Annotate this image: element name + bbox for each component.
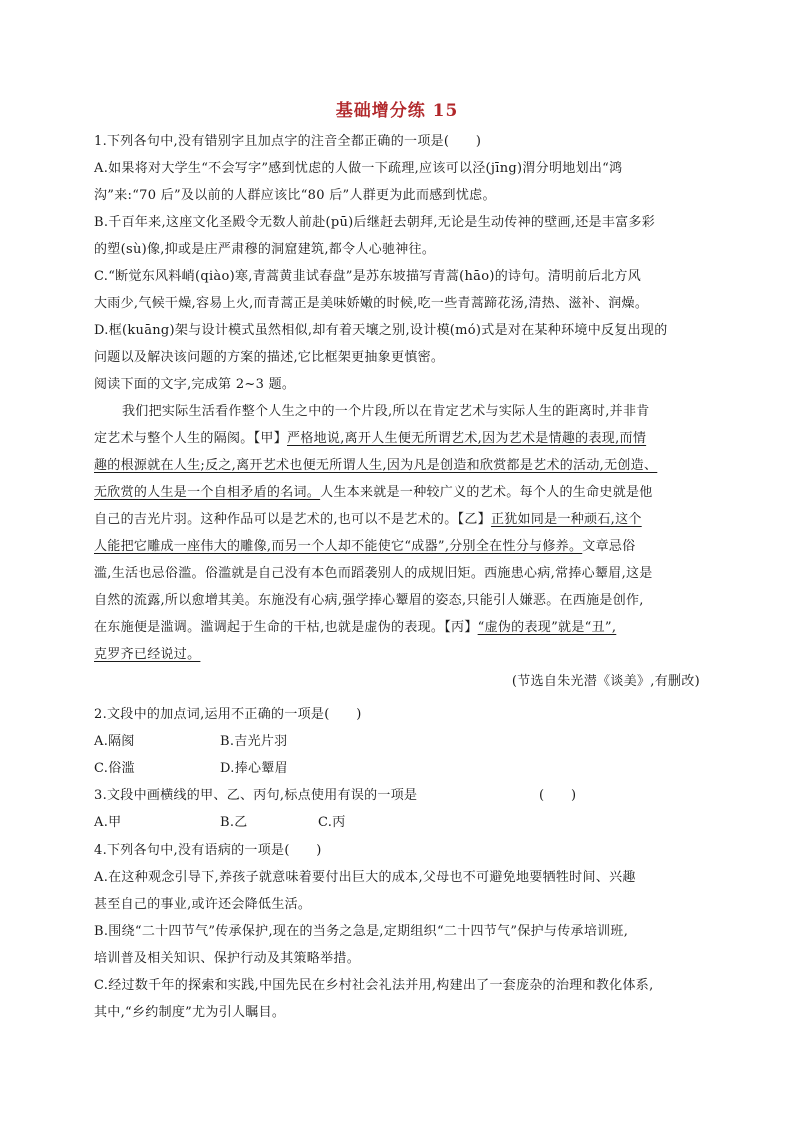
underlined-sentence-jia: 严格地说,离开人生便无所谓艺术,因为艺术是情趣的表现,而情 bbox=[287, 431, 647, 446]
question-4 bbox=[94, 837, 706, 1026]
underlined-sentence-bing: 克罗齐已经说过。 bbox=[94, 647, 201, 662]
question-4-option-c-line1: C.经过数千年的探索和实践,中国先民在乡村社会礼法并用,构建出了一套庞杂的治理和教化体系, bbox=[94, 978, 654, 993]
question-2-option-a: A.隔阂 bbox=[94, 734, 135, 749]
passage-text: 人生本来就是一种较广义的艺术。每个人的生命史就是他 bbox=[320, 485, 653, 500]
passage-line bbox=[94, 452, 706, 479]
question-2-option-d: D.捧心颦眉 bbox=[220, 761, 288, 776]
question-2-stem: 2.文段中的加点词,运用不正确的一项是( ) bbox=[94, 707, 362, 722]
question-4-option-a-line2: 甚至自己的事业,或许还会降低生活。 bbox=[94, 897, 312, 912]
question-4-stem: 4.下列各句中,没有语病的一项是( ) bbox=[94, 843, 322, 858]
question-1-option-b-line1: B.千百年来,这座文化圣殿令无数人前赴(pū)后继赶去朝拜,无论是生动传神的壁画,还是丰富多彩 bbox=[94, 215, 656, 230]
question-4-option-c-line2: 其中,“乡约制度”尤为引人瞩目。 bbox=[94, 1005, 286, 1020]
marker-yi: 【乙】 bbox=[457, 512, 491, 527]
passage-line bbox=[94, 614, 706, 641]
marker-jia: 【甲】 bbox=[253, 431, 288, 446]
question-2-options-row bbox=[94, 728, 706, 755]
passage-line bbox=[94, 506, 706, 533]
question-1-option-c-line1: C.“断觉东风料峭(qiào)寒,青蒿黄韭试春盘”是苏东坡描写青蒿(hāo)的诗句。清明前后北方风 bbox=[94, 269, 642, 284]
passage-line bbox=[94, 479, 706, 506]
marker-bing: 【丙】 bbox=[444, 620, 478, 635]
question-3-option-b: B.乙 bbox=[220, 815, 248, 830]
underlined-sentence-yi: 正犹如同是一种顽石,这个 bbox=[490, 512, 642, 527]
underlined-sentence-bing: “虚伪的表现”就是“丑”, bbox=[477, 620, 617, 635]
question-3-answer-paren: ( ) bbox=[539, 788, 577, 803]
question-2-option-b: B.吉光片羽 bbox=[220, 734, 288, 749]
question-1-option-a-line1: A.如果将对大学生“不会写字”感到忧虑的人做一下疏理,应该可以泾(jīng)渭分明地划出“鸿 bbox=[94, 161, 623, 176]
passage-text: 在东施便是滥调。滥调起于生命的干枯,也就是虚伪的表现。 bbox=[94, 620, 445, 635]
passage-text: 自己的吉光片羽。这种作品可以是艺术的,也可以不是艺术的。 bbox=[94, 512, 458, 527]
question-1-option-d-line1: D.框(kuāng)架与设计模式虽然相似,却有着天壤之别,设计模(mó)式是对在某种环境中反复出现的 bbox=[94, 323, 668, 338]
question-1 bbox=[94, 128, 706, 371]
question-3-stem: 3.文段中画横线的甲、乙、丙句,标点使用有误的一项是 bbox=[94, 788, 418, 803]
question-4-option-b-line1: B.围绕“二十四节气”传承保护,现在的当务之急是,定期组织“二十四节气”保护与传承培训班, bbox=[94, 924, 629, 939]
passage-line bbox=[94, 641, 706, 668]
passage-text: 定艺术与整个人生的隔阂。 bbox=[94, 431, 254, 446]
question-1-option-c-line2: 大雨少,气候干燥,容易上火,而青蒿正是美味娇嫩的时候,吃一些青蒿蹄花汤,清热、滋补、润燥。 bbox=[94, 296, 649, 311]
question-1-option-a-line2: 沟”来:“70 后”及以前的人群应该比“80 后”人群更为此而感到忧虑。 bbox=[94, 188, 496, 203]
question-4-option-a-line1: A.在这种观念引导下,养孩子就意味着要付出巨大的成本,父母也不可避免地要牺牲时间、兴趣 bbox=[94, 870, 636, 885]
question-2 bbox=[94, 701, 706, 782]
reading-passage bbox=[94, 371, 706, 695]
underlined-sentence-jia: 趣的根源就在人生;反之,离开艺术也便无所谓人生,因为凡是创造和欣赏都是艺术的活动,无创造、 bbox=[94, 458, 658, 473]
passage-line: 我们把实际生活看作整个人生之中的一个片段,所以在肯定艺术与实际人生的距离时,并非肯 bbox=[122, 404, 650, 419]
question-1-stem: 1.下列各句中,没有错别字且加点字的注音全都正确的一项是( ) bbox=[94, 134, 482, 149]
question-2-options-row bbox=[94, 755, 706, 782]
passage-line: 自然的流露,所以愈增其美。东施没有心病,强学捧心颦眉的姿态,只能引人嫌恶。在西施是创作, bbox=[94, 593, 644, 608]
passage-source: (节选自朱光潜《谈美》,有删改) bbox=[511, 674, 700, 689]
question-4-option-b-line2: 培训普及相关知识、保护行动及其策略举措。 bbox=[94, 951, 361, 966]
question-2-option-c: C.俗滥 bbox=[94, 761, 135, 776]
question-1-option-d-line2: 问题以及解决该问题的方案的描述,它比框架更抽象更慎密。 bbox=[94, 350, 445, 365]
question-3 bbox=[94, 782, 706, 836]
passage-line bbox=[94, 533, 706, 560]
passage-line bbox=[94, 425, 706, 452]
question-3-option-a: A.甲 bbox=[94, 815, 122, 830]
passage-text: 文章忌俗 bbox=[582, 539, 636, 554]
underlined-sentence-yi: 人能把它雕成一座伟大的雕像,而另一个人却不能使它“成器”,分别全在性分与修养。 bbox=[94, 539, 583, 554]
passage-line: 滥,生活也忌俗滥。俗滥就是自己没有本色而蹈袭别人的成规旧矩。西施患心病,常捧心颦眉,这是 bbox=[94, 566, 653, 581]
question-3-option-c: C.丙 bbox=[318, 815, 346, 830]
question-1-option-b-line2: 的塑(sù)像,抑或是庄严肃穆的洞窟建筑,都令人心驰神往。 bbox=[94, 242, 436, 257]
page-title: 基础增分练 15 bbox=[335, 101, 459, 121]
reading-intro: 阅读下面的文字,完成第 2~3 题。 bbox=[94, 377, 296, 392]
question-3-options-row bbox=[94, 809, 706, 836]
underlined-sentence-jia: 无欣赏的人生是一个自相矛盾的名词。 bbox=[94, 485, 321, 500]
question-3-stem-row bbox=[94, 782, 706, 809]
